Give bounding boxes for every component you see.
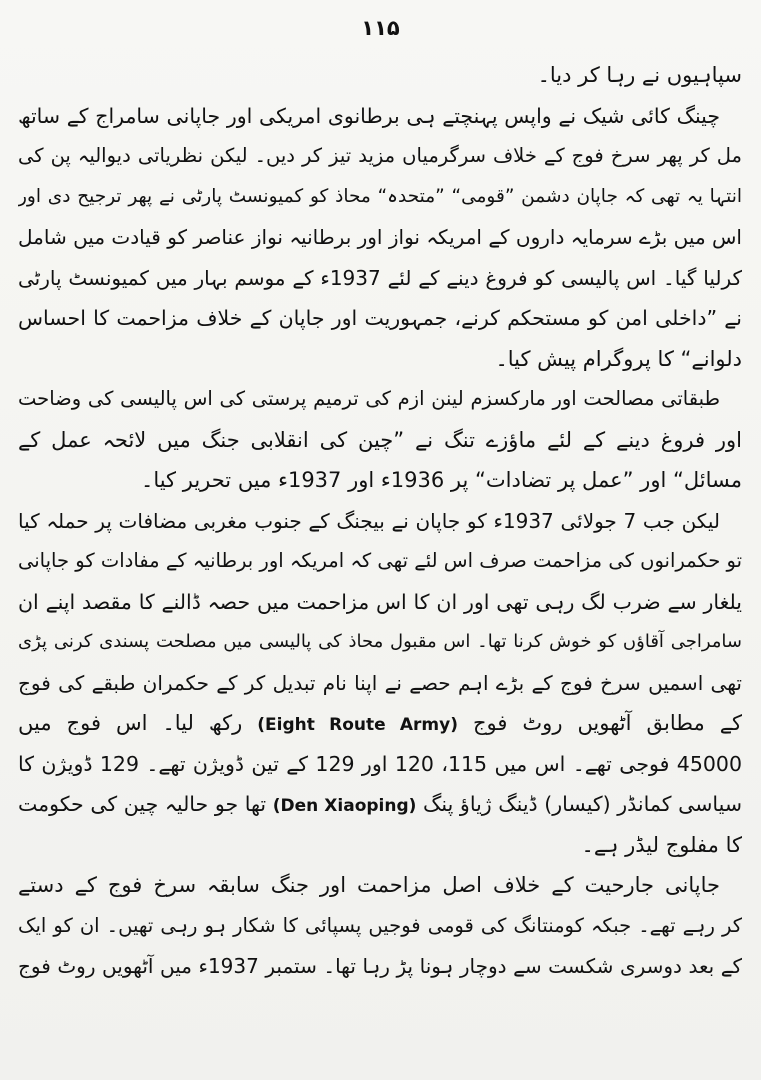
text-line: یلغار سے ضرب لگ رہی تھی اور ان کا اس مزاحمت میں حصہ ڈالنے کا مقصد اپنے ان (18, 589, 742, 614)
page-number: ۱۱۵ (361, 16, 400, 40)
text-line: کے بعد دوسری شکست سے دوچار ہونا پڑ رہا تھا۔ ستمبر 1937ء میں آٹھویں روٹ فوج (18, 954, 742, 978)
text-line: مل کر پھر سرخ فوج کے خلاف سرگرمیاں مزید تیز کر دیں۔ لیکن نظریاتی دیوالیہ پن کی (18, 144, 742, 167)
text-line: کا مفلوج لیڈر ہے۔ (581, 832, 742, 857)
text-line: مسائل“ اور ”عمل پر تضادات“ پر 1936ء اور 1937ء میں تحریر کیا۔ (141, 468, 742, 492)
text-line: نے ”داخلی امن کو مستحکم کرنے، جمہوریت اور جاپان کے خلاف مزاحمت کا احساس (18, 306, 742, 330)
text-line: انتہا یہ تھی کہ جاپان دشمن ”قومی“ ”متحدہ“ محاذ کو کمیونسٹ پارٹی نے پھر ترجیح دی اور (18, 185, 742, 207)
text-line: چینگ کائی شیک نے واپس پہنچتے ہی برطانوی امریکی اور جاپانی سامراج کے ساتھ (18, 103, 720, 128)
text-line: کر رہے تھے۔ جبکہ کومنتانگ کی قومی فوجیں پسپائی کا شکار ہو رہی تھیں۔ ان کو ایک (18, 913, 742, 937)
text-line: طبقاتی مصالحت اور مارکسزم لینن ازم کی ترمیم پرستی کی اس پالیسی کی وضاحت (18, 387, 720, 410)
text-line: 45000 فوجی تھے۔ اس میں 115، 120 اور 129 کے تین ڈویژن تھے۔ 129 ڈویژن کا (18, 751, 742, 776)
text-line: لیکن جب 7 جولائی 1937ء کو جاپان نے بیجنگ کے جنوب مغربی مضافات پر حملہ کیا (18, 508, 720, 533)
text-line: سیاسی کمانڈر (کیسار) ڈینگ ژیاؤ پنگ (Den Xiaoping) تھا جو حالیہ چین کی حکومت (18, 792, 742, 816)
text-line: اس میں بڑے سرمایہ داروں کے امریکہ نواز اور برطانیہ نواز عناصر کو قیادت میں شامل (18, 225, 742, 249)
text-line: تو حکمرانوں کی مزاحمت صرف اس لئے تھی کہ امریکہ اور برطانیہ کے مفادات کو جاپانی (18, 549, 742, 572)
text-line: تھی اسمیں سرخ فوج کے بڑے اہم حصے نے اپنا نام تبدیل کر کے حکمران طبقے کی فوج (18, 670, 742, 695)
text-line: اور فروغ دینے کے لئے ماؤزے تنگ نے ”چین کی انقلابی جنگ میں لائحہ عمل کے (18, 427, 742, 452)
text-line: کرلیا گیا۔ اس پالیسی کو فروغ دینے کے لئے 1937ء کے موسم بہار میں کمیونسٹ پارٹی (18, 265, 742, 290)
body-text (18, 55, 742, 987)
latin-term: (Den Xiaoping) (272, 796, 417, 816)
text-line: جاپانی جارحیت کے خلاف اصل مزاحمت اور جنگ سابقہ سرخ فوج کے دستے (18, 873, 720, 897)
text-line: کے مطابق آٹھویں روٹ فوج (Eight Route Army) رکھ لیا۔ اس فوج میں (18, 711, 742, 735)
text-line: دلوانے“ کا پروگرام پیش کیا۔ (495, 346, 742, 371)
text-line: سپاہیوں نے رہا کر دیا۔ (537, 63, 742, 87)
latin-term: (Eight Route Army) (257, 715, 458, 735)
text-line: سامراجی آقاؤں کو خوش کرنا تھا۔ اس مقبول محاذ کی پالیسی میں مصلحت پسندی کرنی پڑی (18, 631, 742, 652)
